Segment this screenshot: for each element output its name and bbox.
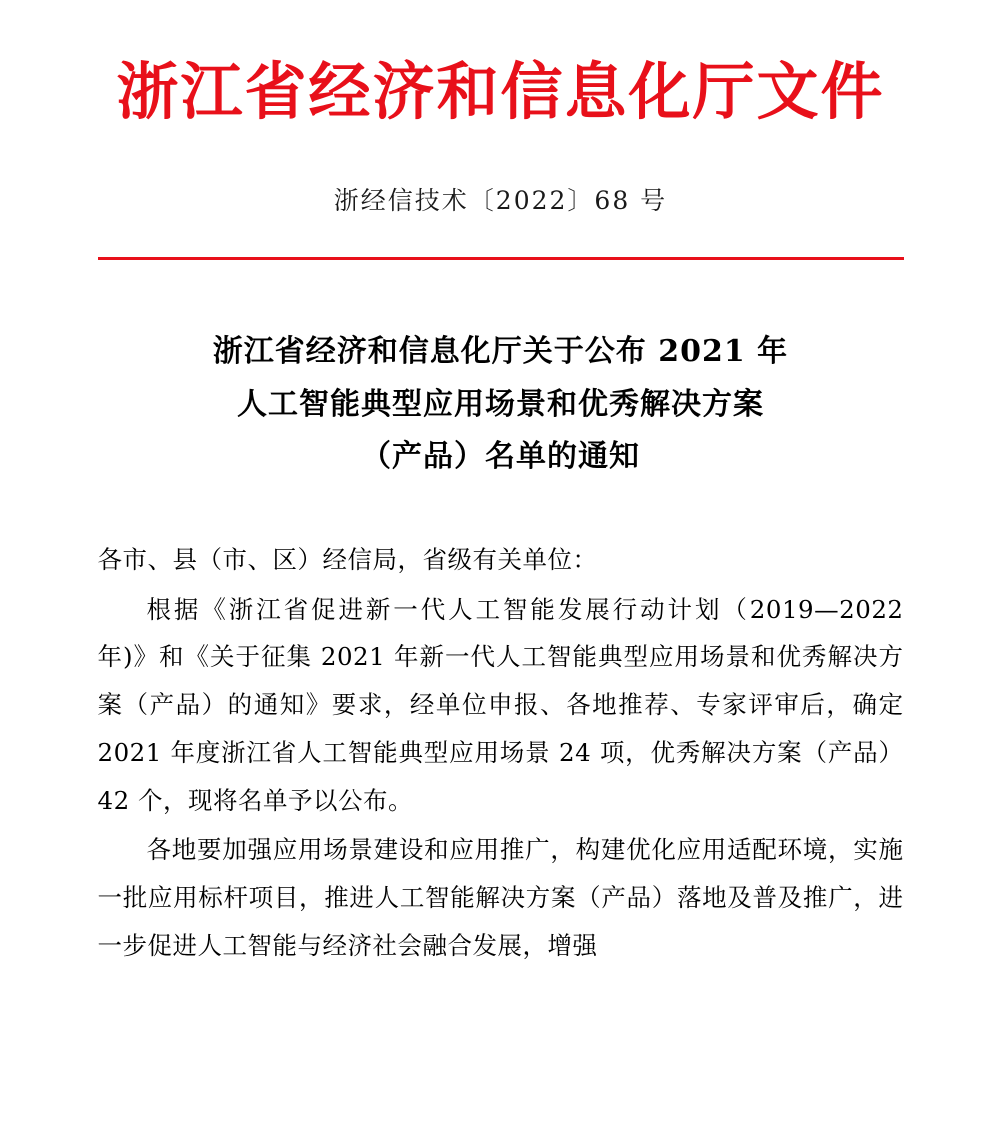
body-paragraph-1: 根据《浙江省促进新一代人工智能发展行动计划（2019—2022 年)》和《关于征集 2021 年新一代人工智能典型应用场景和优秀解决方案（产品）的通知》要求，经单位申报、各地推荐、专家评审后，确定 2021 年度浙江省人工智能典型应用场景 24 项，优秀解决方案（产品）42 个，现将名单予以公布。 xyxy=(97,594,904,815)
document-body xyxy=(98,536,904,970)
document-title xyxy=(121,326,881,484)
red-divider-rule xyxy=(98,257,904,260)
document-title-line-2: 人工智能典型应用场景和优秀解决方案 xyxy=(237,386,764,422)
document-title-line-3: （产品）名单的通知 xyxy=(361,439,640,475)
letterhead xyxy=(0,0,1001,127)
document-title-line-1: 浙江省经济和信息化厅关于公布 2021 年 xyxy=(212,334,789,370)
salutation: 各市、县（市、区）经信局，省级有关单位： xyxy=(97,544,598,574)
issuing-organization-title: 浙江省经济和信息化厅文件 xyxy=(116,55,885,128)
document-number: 浙经信技术〔2022〕68 号 xyxy=(333,186,668,216)
body-paragraph-2: 各地要加强应用场景建设和应用推广，构建优化应用适配环境，实施一批应用标杆项目，推进人工智能解决方案（产品）落地及普及推广，进一步促进人工智能与经济社会融合发展，增强 xyxy=(97,835,904,960)
